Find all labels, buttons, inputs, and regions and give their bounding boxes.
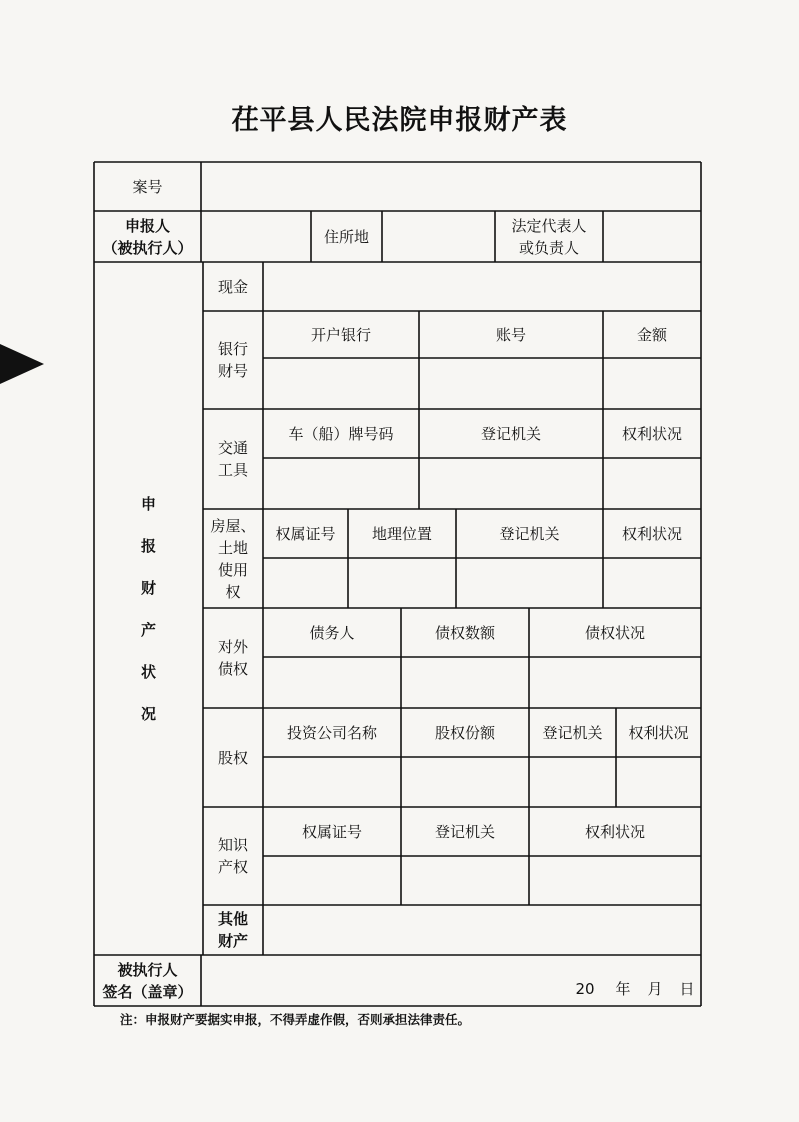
page-title: 茌平县人民法院申报财产表 xyxy=(231,105,568,136)
vehicle-label: 交通 工具 xyxy=(217,439,248,479)
claims-col-debtor: 债务人 xyxy=(309,623,355,642)
signature-label: 被执行人 签名（盖章） xyxy=(102,960,193,1001)
declarant-field[interactable] xyxy=(202,212,310,261)
declared-assets-section-label: 申 报 财 产 状 况 xyxy=(140,494,156,723)
equity-rights-field[interactable] xyxy=(617,758,700,806)
equity-col-registry: 登记机关 xyxy=(542,723,603,742)
footnote: 注：申报财产要据实申报，不得弄虚作假，否则承担法律责任。 xyxy=(120,1012,471,1027)
equity-col-company: 投资公司名称 xyxy=(286,723,377,742)
property-col-registry: 登记机关 xyxy=(499,524,560,543)
equity-col-rights-status: 权利状况 xyxy=(628,723,689,742)
bank-col-bank-name: 开户银行 xyxy=(310,325,371,344)
claims-debtor-field[interactable] xyxy=(264,658,400,707)
date-month-unit: 月 xyxy=(647,980,663,998)
claims-col-amount: 债权数额 xyxy=(434,623,495,642)
cash-field[interactable] xyxy=(264,263,700,310)
other-assets-label: 其他 财产 xyxy=(217,910,248,950)
property-registry-field[interactable] xyxy=(457,559,602,607)
claims-col-status: 债权状况 xyxy=(584,623,645,642)
claims-label: 对外 债权 xyxy=(217,638,248,678)
bank-account-label: 银行 财号 xyxy=(217,340,248,380)
ip-certificate-field[interactable] xyxy=(264,857,400,904)
declarant-label: 申报人 （被执行人） xyxy=(102,216,193,257)
property-col-location: 地理位置 xyxy=(371,524,432,543)
property-col-rights-status: 权利状况 xyxy=(621,524,682,543)
vehicle-col-registry: 登记机关 xyxy=(480,424,541,443)
cash-label: 现金 xyxy=(217,277,248,296)
ip-label: 知识 产权 xyxy=(217,836,248,876)
bank-col-account-no: 账号 xyxy=(495,325,526,344)
vehicle-registry-field[interactable] xyxy=(420,459,602,508)
vehicle-col-plate-no: 车（船）牌号码 xyxy=(288,424,394,443)
equity-registry-field[interactable] xyxy=(530,758,615,806)
property-label: 房屋、 土地 使用 权 xyxy=(210,516,256,601)
case-number-label: 案号 xyxy=(132,177,163,196)
property-rights-field[interactable] xyxy=(604,559,700,607)
date-day-unit: 日 xyxy=(679,980,695,998)
ip-col-registry: 登记机关 xyxy=(434,822,495,841)
equity-label: 股权 xyxy=(217,748,248,767)
bank-account-no-field[interactable] xyxy=(420,359,602,408)
other-assets-field[interactable] xyxy=(264,906,700,954)
vehicle-col-rights-status: 权利状况 xyxy=(621,424,682,443)
ip-col-certificate-no: 权属证号 xyxy=(301,822,362,841)
property-certificate-field[interactable] xyxy=(264,559,347,607)
equity-share-field[interactable] xyxy=(402,758,528,806)
bank-col-amount: 金额 xyxy=(636,325,667,344)
legal-representative-label: 法定代表人 或负责人 xyxy=(511,216,587,257)
claims-amount-field[interactable] xyxy=(402,658,528,707)
case-number-field[interactable] xyxy=(202,163,700,210)
date-year-unit: 年 xyxy=(615,980,631,998)
bank-name-field[interactable] xyxy=(264,359,418,408)
claims-status-field[interactable] xyxy=(530,658,700,707)
bank-amount-field[interactable] xyxy=(604,359,700,408)
date-year-prefix: 20 xyxy=(575,980,595,998)
address-field[interactable] xyxy=(383,212,494,261)
ip-rights-field[interactable] xyxy=(530,857,700,904)
property-location-field[interactable] xyxy=(349,559,455,607)
vehicle-rights-field[interactable] xyxy=(604,459,700,508)
property-col-certificate-no: 权属证号 xyxy=(275,524,336,543)
ip-registry-field[interactable] xyxy=(402,857,528,904)
equity-company-field[interactable] xyxy=(264,758,400,806)
ip-col-rights-status: 权利状况 xyxy=(584,822,645,841)
address-label: 住所地 xyxy=(323,227,369,246)
vehicle-plate-field[interactable] xyxy=(264,459,418,508)
legal-representative-field[interactable] xyxy=(604,212,700,261)
equity-col-share: 股权份额 xyxy=(434,723,495,742)
